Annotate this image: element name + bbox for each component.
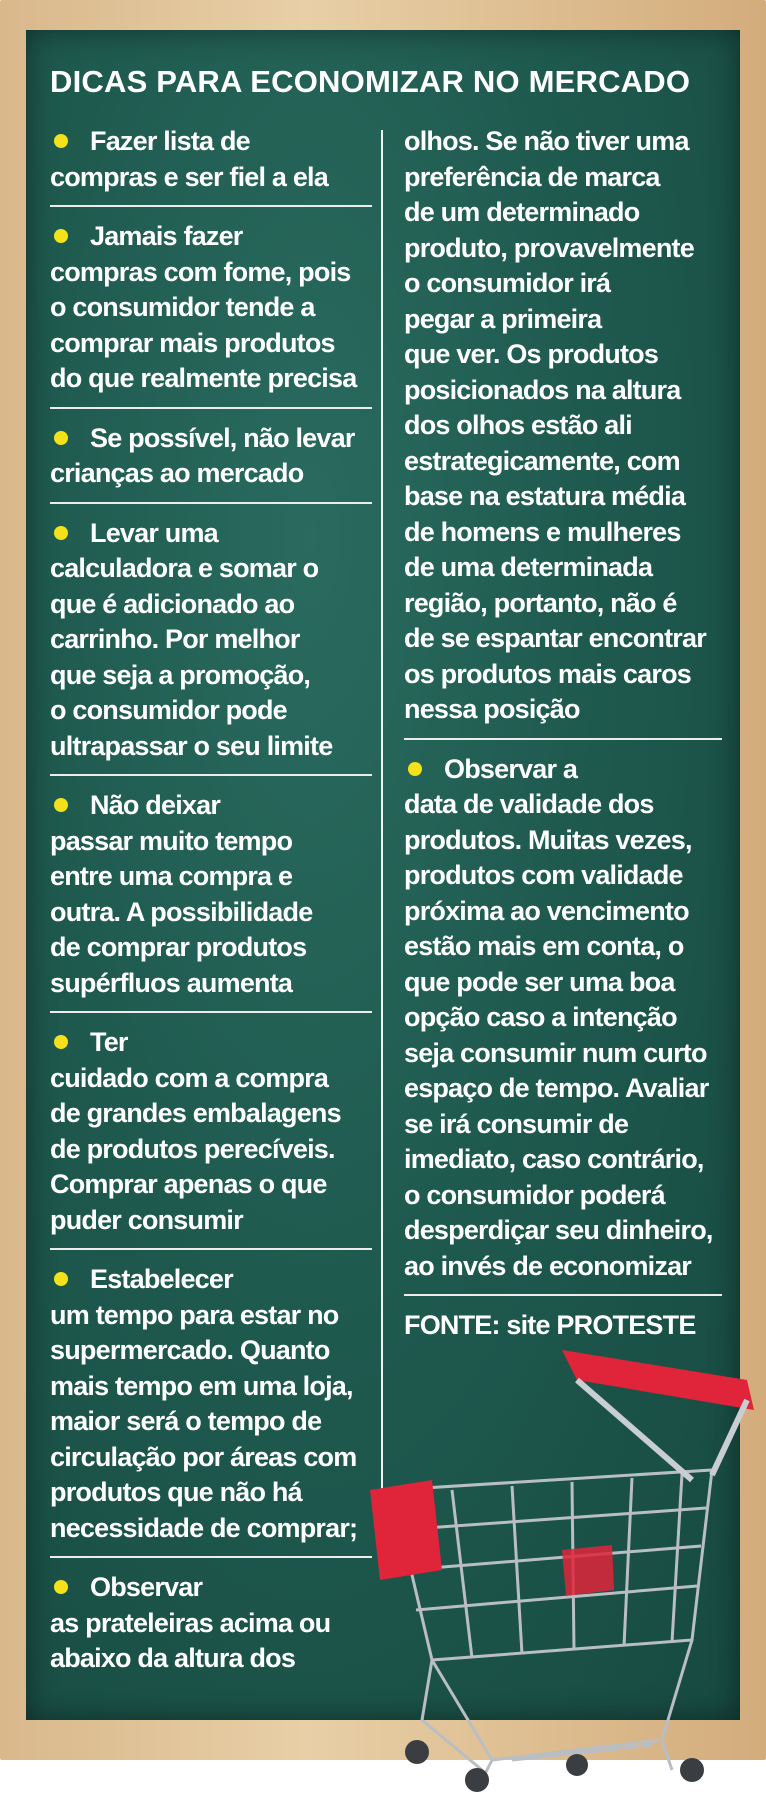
bullet-icon (54, 1580, 68, 1594)
tip-line: Se possível, não levar (90, 422, 355, 453)
bullet-icon (54, 1035, 68, 1049)
tip-line: produtos. Muitas vezes, (404, 824, 692, 855)
tip-line: outra. A possibilidade (50, 896, 313, 927)
tip-separator (404, 1294, 722, 1296)
tip-line: de homens e mulheres (404, 516, 681, 547)
tip-line: supérfluos aumenta (50, 967, 293, 998)
tip-line: posicionados na altura (404, 374, 681, 405)
tip-line: carrinho. Por melhor (50, 624, 300, 654)
bullet-icon (54, 526, 68, 540)
tip-line: compras e ser fiel a ela (50, 161, 328, 192)
tip-line: do que realmente precisa (50, 363, 357, 393)
tip-line: produtos com validade (404, 860, 683, 890)
tip-item (404, 752, 722, 1285)
tip-line: crianças ao mercado (50, 458, 304, 488)
tip-line: base na estatura média (404, 481, 686, 511)
tip-line: opção caso a intenção (404, 1002, 677, 1032)
bullet-icon (408, 762, 422, 776)
tip-line: cuidado com a compra (50, 1062, 329, 1093)
tip-line: passar muito tempo (50, 825, 293, 856)
tip-line: ao invés de economizar (404, 1250, 692, 1281)
tip-line: Não deixar (90, 790, 221, 820)
tip-line: circulação por áreas com (50, 1441, 357, 1472)
tip-line: os produtos mais caros (404, 658, 691, 689)
tip-line: o consumidor tende a (50, 292, 315, 322)
tip-line: abaixo da altura dos (50, 1643, 296, 1673)
tip-separator (50, 502, 372, 504)
tip-line: supermercado. Quanto (50, 1335, 330, 1365)
tip-item (50, 1262, 372, 1546)
tip-continuation (404, 124, 722, 728)
tip-line: o consumidor irá (404, 268, 611, 298)
tip-line: de um determinado (404, 197, 640, 227)
bullet-icon (54, 1272, 68, 1286)
tip-line: produtos que não há (50, 1477, 302, 1507)
tip-item (50, 219, 372, 397)
tip-line: que seja a promoção, (50, 659, 311, 690)
tip-line: olhos. Se não tiver uma (404, 126, 689, 156)
tips-column-right (404, 124, 722, 1371)
tip-line: de grandes embalagens (50, 1098, 341, 1128)
source-credit: FONTE: site PROTESTE (404, 1310, 696, 1340)
tip-line: data de validade dos (404, 789, 654, 819)
tip-item (50, 1025, 372, 1238)
tip-line: o consumidor poderá (404, 1179, 665, 1210)
tip-line: que pode ser uma boa (404, 966, 675, 997)
tip-item (50, 516, 372, 765)
tip-item (50, 124, 372, 195)
bullet-icon (54, 431, 68, 445)
tip-line: de uma determinada (404, 552, 653, 582)
bullet-icon (54, 798, 68, 812)
tip-line: Observar a (444, 753, 578, 784)
tip-line: Comprar apenas o que (50, 1169, 327, 1199)
tip-line: o consumidor pode (50, 695, 287, 725)
column-divider (381, 130, 383, 1490)
tips-column-left (50, 124, 372, 1677)
bullet-icon (54, 229, 68, 243)
tip-line: Levar uma (90, 517, 218, 548)
tip-line: mais tempo em uma loja, (50, 1370, 353, 1401)
tip-line: que ver. Os produtos (404, 339, 659, 369)
tip-line: seja consumir num curto (404, 1037, 707, 1068)
tip-line: que é adicionado ao (50, 588, 295, 619)
tip-line: estão mais em conta, o (404, 931, 684, 961)
tip-line: região, portanto, não é (404, 587, 677, 618)
tip-line: preferência de marca (404, 161, 660, 192)
tip-line: entre uma compra e (50, 861, 293, 891)
tip-line: um tempo para estar no (50, 1299, 339, 1330)
tip-line: calculadora e somar o (50, 553, 319, 583)
tip-item (50, 421, 372, 492)
tip-separator (404, 738, 722, 740)
tip-separator (50, 1556, 372, 1558)
tip-line: estrategicamente, com (404, 445, 680, 476)
tip-line: ultrapassar o seu limite (50, 730, 333, 761)
tip-line: espaço de tempo. Avaliar (404, 1073, 709, 1103)
tip-item (50, 788, 372, 1001)
tip-line: produto, provavelmente (404, 232, 694, 263)
tip-line: próxima ao vencimento (404, 895, 689, 926)
tip-line: puder consumir (50, 1204, 243, 1235)
tip-separator (50, 1011, 372, 1013)
tip-line: Observar (90, 1572, 203, 1602)
tip-line: Ter (90, 1027, 128, 1057)
page-title: DICAS PARA ECONOMIZAR NO MERCADO (50, 64, 691, 99)
tip-line: imediato, caso contrário, (404, 1144, 704, 1174)
tip-line: as prateleiras acima ou (50, 1607, 331, 1638)
tip-line: Estabelecer (90, 1264, 233, 1294)
tip-separator (50, 774, 372, 776)
tip-line: se irá consumir de (404, 1108, 629, 1139)
tip-line: de produtos perecíveis. (50, 1133, 335, 1164)
tip-line: Fazer lista de (90, 126, 250, 156)
tip-separator (50, 205, 372, 207)
shopping-cart-icon (362, 1340, 766, 1799)
tip-line: Jamais fazer (90, 221, 243, 251)
tip-item (50, 1570, 372, 1677)
tip-line: de se espantar encontrar (404, 623, 706, 653)
tip-separator (50, 407, 372, 409)
tip-separator (50, 1248, 372, 1250)
tip-line: nessa posição (404, 694, 580, 724)
tip-line: de comprar produtos (50, 932, 307, 962)
tip-line: dos olhos estão ali (404, 410, 632, 440)
tip-line: maior será o tempo de (50, 1406, 322, 1436)
tip-line: compras com fome, pois (50, 256, 351, 287)
tip-line: comprar mais produtos (50, 327, 335, 358)
bullet-icon (54, 134, 68, 148)
tip-line: necessidade de comprar; (50, 1512, 358, 1543)
tip-line: desperdiçar seu dinheiro, (404, 1215, 713, 1245)
tip-line: pegar a primeira (404, 303, 602, 334)
